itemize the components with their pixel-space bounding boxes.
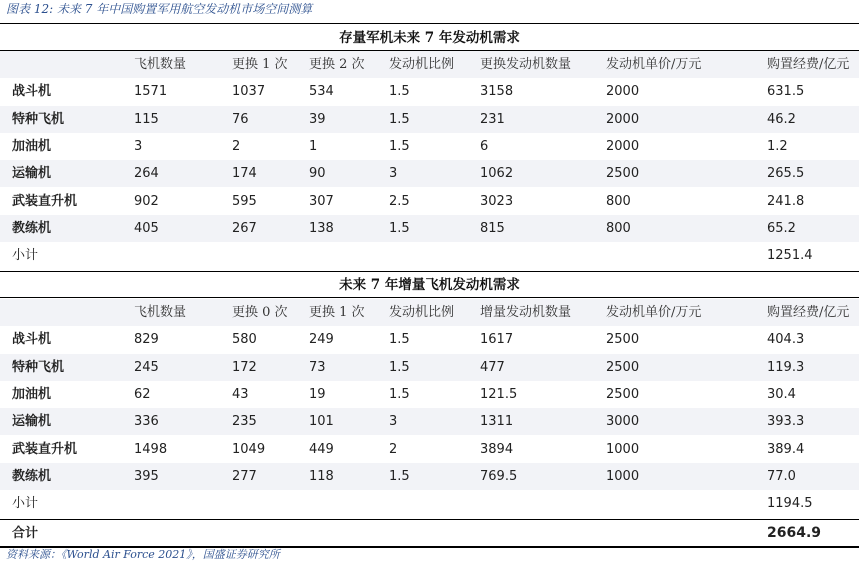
table-cell: 3 — [134, 138, 143, 154]
table-cell: 6 — [480, 138, 489, 154]
column-header: 发动机比例 — [389, 57, 455, 72]
table-row — [0, 436, 859, 463]
table-cell: 2500 — [606, 166, 640, 182]
table-cell: 307 — [309, 193, 334, 209]
table-row — [0, 188, 859, 215]
table-cell: 241.8 — [767, 193, 805, 209]
subtotal-row — [0, 490, 859, 517]
table-cell: 138 — [309, 220, 334, 236]
total-value: 2664.9 — [767, 525, 822, 541]
table-cell: 1.5 — [389, 332, 410, 348]
row-label: 战斗机 — [12, 332, 52, 348]
table-cell: 249 — [309, 332, 334, 348]
column-header: 更换 0 次 — [232, 305, 288, 320]
table-cell: 631.5 — [767, 84, 805, 100]
table-cell: 3000 — [606, 414, 640, 430]
column-header: 发动机单价/万元 — [606, 305, 702, 320]
table-cell: 829 — [134, 332, 159, 348]
subtotal-value: 1251.4 — [767, 248, 813, 264]
table-cell: 2 — [232, 138, 241, 154]
row-label: 特种飞机 — [12, 111, 65, 127]
table-cell: 3158 — [480, 84, 514, 100]
table-cell: 90 — [309, 166, 326, 182]
row-label: 运输机 — [12, 414, 52, 430]
table-cell: 3023 — [480, 193, 514, 209]
subtotal-label: 小计 — [12, 496, 39, 512]
table-cell: 477 — [480, 359, 505, 375]
header-row — [0, 51, 859, 78]
table-cell: 336 — [134, 414, 159, 430]
table-cell: 2.5 — [389, 193, 410, 209]
table-cell: 118 — [309, 468, 334, 484]
table-row — [0, 354, 859, 381]
table-cell: 264 — [134, 166, 159, 182]
table-cell: 1.5 — [389, 111, 410, 127]
table-cell: 2000 — [606, 111, 640, 127]
table-row — [0, 133, 859, 160]
column-header: 发动机单价/万元 — [606, 57, 702, 72]
table-cell: 800 — [606, 220, 631, 236]
row-label: 加油机 — [12, 386, 52, 402]
row-label: 战斗机 — [12, 84, 52, 100]
column-header: 飞机数量 — [134, 57, 187, 72]
table-cell: 77.0 — [767, 468, 796, 484]
table-cell: 235 — [232, 414, 257, 430]
table-row — [0, 215, 859, 242]
total-row — [0, 520, 859, 547]
table-cell: 404.3 — [767, 332, 805, 348]
subtotal-value: 1194.5 — [767, 496, 813, 512]
table-cell: 121.5 — [480, 386, 518, 402]
table-cell: 1617 — [480, 332, 514, 348]
table-row — [0, 381, 859, 408]
figure-caption: 图表 12: 未来 7 年中国购置军用航空发动机市场空间测算 — [6, 2, 313, 16]
subtotal-row — [0, 242, 859, 269]
table-cell: 277 — [232, 468, 257, 484]
table-cell: 800 — [606, 193, 631, 209]
column-header: 购置经费/亿元 — [767, 305, 850, 320]
table-cell: 534 — [309, 84, 334, 100]
table-cell: 1000 — [606, 441, 640, 457]
table-row — [0, 326, 859, 353]
table-cell: 1.5 — [389, 138, 410, 154]
top-rule — [0, 23, 859, 24]
table-cell: 2 — [389, 441, 398, 457]
table-cell: 2500 — [606, 332, 640, 348]
table-cell: 101 — [309, 414, 334, 430]
table-cell: 1037 — [232, 84, 266, 100]
table-cell: 119.3 — [767, 359, 805, 375]
table-cell: 115 — [134, 111, 159, 127]
table-cell: 1.5 — [389, 386, 410, 402]
table-cell: 902 — [134, 193, 159, 209]
table-row — [0, 78, 859, 105]
table-cell: 1062 — [480, 166, 514, 182]
table-cell: 1498 — [134, 441, 168, 457]
table-cell: 389.4 — [767, 441, 805, 457]
column-header: 增量发动机数量 — [480, 305, 572, 320]
table-cell: 815 — [480, 220, 505, 236]
table-cell: 580 — [232, 332, 257, 348]
table-row — [0, 106, 859, 133]
total-label: 合计 — [12, 526, 39, 541]
table-cell: 2500 — [606, 386, 640, 402]
section-rule-incremental — [0, 297, 859, 298]
table-cell: 2000 — [606, 138, 640, 154]
table-cell: 30.4 — [767, 386, 796, 402]
table-cell: 1.5 — [389, 84, 410, 100]
column-header: 更换 1 次 — [309, 305, 365, 320]
table-cell: 405 — [134, 220, 159, 236]
table-cell: 43 — [232, 386, 249, 402]
table-cell: 265.5 — [767, 166, 805, 182]
table-cell: 231 — [480, 111, 505, 127]
source-note: 资料来源：《World Air Force 2021》，国盛证券研究所 — [6, 548, 280, 561]
row-label: 武装直升机 — [12, 193, 78, 209]
table-cell: 1000 — [606, 468, 640, 484]
table-row — [0, 160, 859, 187]
table-cell: 174 — [232, 166, 257, 182]
table-cell: 1.5 — [389, 220, 410, 236]
table-cell: 769.5 — [480, 468, 518, 484]
table-cell: 73 — [309, 359, 326, 375]
mid-rule — [0, 271, 859, 272]
column-header: 更换 2 次 — [309, 57, 365, 72]
table-cell: 62 — [134, 386, 151, 402]
table-cell: 1049 — [232, 441, 266, 457]
subtotal-label: 小计 — [12, 248, 39, 264]
row-label: 特种飞机 — [12, 359, 65, 375]
row-label: 加油机 — [12, 138, 52, 154]
column-header: 更换发动机数量 — [480, 57, 572, 72]
table-cell: 76 — [232, 111, 249, 127]
table-cell: 267 — [232, 220, 257, 236]
section-title-stock: 存量军机未来 7 年发动机需求 — [339, 30, 520, 46]
table-cell: 1.5 — [389, 359, 410, 375]
table-cell: 595 — [232, 193, 257, 209]
column-header: 更换 1 次 — [232, 57, 288, 72]
column-header: 发动机比例 — [389, 305, 455, 320]
table-cell: 2000 — [606, 84, 640, 100]
table-cell: 1 — [309, 138, 318, 154]
table-cell: 1571 — [134, 84, 168, 100]
section-title-incremental: 未来 7 年增量飞机发动机需求 — [339, 277, 520, 293]
table-cell: 39 — [309, 111, 326, 127]
table-cell: 393.3 — [767, 414, 805, 430]
table-cell: 395 — [134, 468, 159, 484]
table-cell: 3894 — [480, 441, 514, 457]
table-cell: 449 — [309, 441, 334, 457]
table-cell: 3 — [389, 166, 398, 182]
table-cell: 245 — [134, 359, 159, 375]
table-cell: 1311 — [480, 414, 514, 430]
table-cell: 1.5 — [389, 468, 410, 484]
table-cell: 46.2 — [767, 111, 796, 127]
table-cell: 172 — [232, 359, 257, 375]
column-header: 飞机数量 — [134, 305, 187, 320]
table-cell: 1.2 — [767, 138, 788, 154]
table-row — [0, 408, 859, 435]
header-row — [0, 299, 859, 326]
table-row — [0, 463, 859, 490]
table-cell: 3 — [389, 414, 398, 430]
table-cell: 2500 — [606, 359, 640, 375]
row-label: 教练机 — [12, 468, 52, 484]
row-label: 武装直升机 — [12, 441, 78, 457]
row-label: 运输机 — [12, 166, 52, 182]
column-header: 购置经费/亿元 — [767, 57, 850, 72]
table-cell: 65.2 — [767, 220, 796, 236]
table-cell: 19 — [309, 386, 326, 402]
row-label: 教练机 — [12, 220, 52, 236]
